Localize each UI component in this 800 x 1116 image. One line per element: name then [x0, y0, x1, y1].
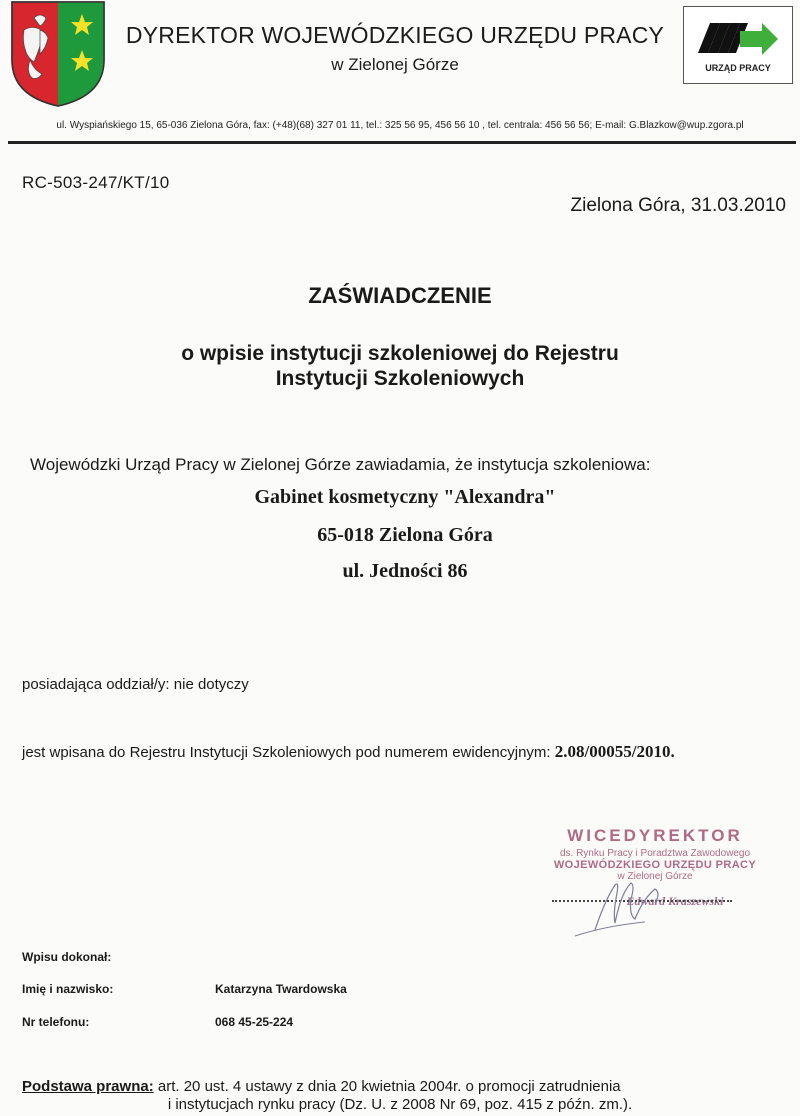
signature-icon	[555, 870, 705, 940]
institution-street: ul. Jedności 86	[342, 560, 468, 582]
registration-text: jest wpisana do Rejestru Instytucji Szkoleniowych pod numerem ewidencyjnym:	[22, 744, 551, 761]
header-address: ul. Wyspiańskiego 15, 65-036 Zielona Góra, fax: (+48)(68) 327 01 11, tel.: 325 56 95, 456 56 10 , tel. centrala: 456 56 56; E-mail: G.Blazkow@wup.zgora.pl	[56, 120, 744, 131]
institution-city: 65-018 Zielona Góra	[317, 524, 493, 546]
header-title: DYREKTOR WOJEWÓDZKIEGO URZĘDU PRACY	[125, 22, 665, 48]
legal-text-1: art. 20 ust. 4 ustawy z dnia 20 kwietnia 2004r. o promocji zatrudnienia	[153, 1078, 621, 1095]
header-subtitle: w Zielonej Górze	[331, 55, 459, 74]
phone-value: 068 45-25-224	[215, 1015, 294, 1029]
branch-info: posiadająca oddział/y: nie dotyczy	[22, 676, 249, 693]
urzad-pracy-logo	[683, 6, 793, 84]
stamp-line-5: Edward Kraszewski	[626, 894, 724, 908]
phone-label: Nr telefonu:	[22, 1015, 90, 1029]
header-divider	[8, 141, 796, 144]
registration-line	[22, 742, 675, 762]
name-label: Imię i nazwisko:	[22, 982, 114, 996]
urzad-pracy-logo-icon	[690, 13, 786, 61]
reference-number: RC-503-247/KT/10	[22, 173, 170, 192]
document-date: Zielona Góra, 31.03.2010	[570, 195, 786, 216]
legal-label: Podstawa prawna:	[22, 1078, 154, 1095]
coat-of-arms-icon	[10, 0, 106, 108]
made-by-label: Wpisu dokonał:	[22, 950, 112, 964]
intro-text: Wojewódzki Urząd Pracy w Zielonej Górze zawiadamia, że instytucja szkoleniowa:	[30, 455, 651, 474]
institution-name: Gabinet kosmetyczny "Alexandra"	[254, 486, 556, 508]
document-subtitle: o wpisie instytucji szkoleniowej do Rejestru Instytucji Szkoleniowych	[181, 342, 619, 390]
name-value: Katarzyna Twardowska	[215, 982, 347, 996]
legal-text-2: i instytucjach rynku pracy (Dz. U. z 2008 Nr 69, poz. 415 z późn. zm.).	[167, 1096, 633, 1113]
stamp-line-4: w Zielonej Górze	[617, 871, 693, 882]
registration-number: 2.08/00055/2010.	[554, 742, 675, 761]
legal-basis	[22, 1078, 778, 1114]
document-title: ZAŚWIADCZENIE	[308, 283, 492, 308]
logo-text: URZĄD PRACY	[705, 63, 771, 73]
stamp-line-3: WOJEWÓDZKIEGO URZĘDU PRACY	[553, 859, 757, 871]
stamp-line-2: ds. Rynku Pracy i Poradztwa Zawodowego	[559, 848, 751, 859]
stamp-line-1: WICEDYREKTOR	[567, 826, 743, 845]
